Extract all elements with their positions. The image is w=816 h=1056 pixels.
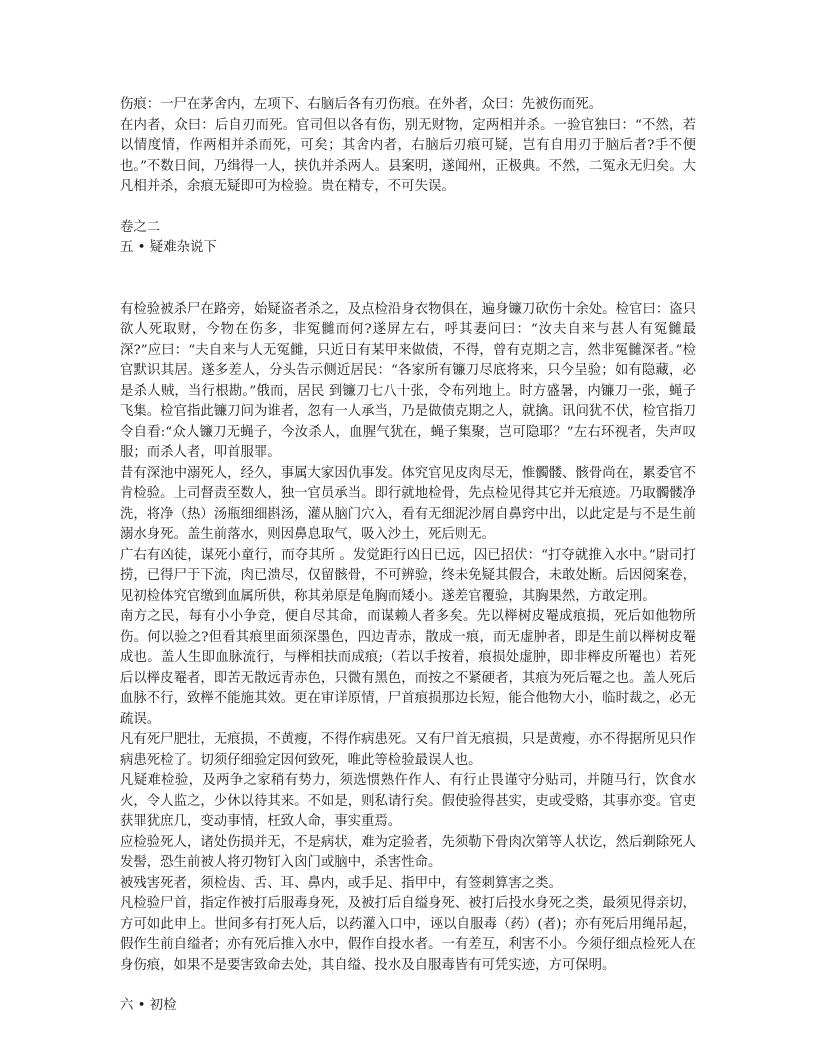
paragraph: 南方之民，每有小小争竞，便自尽其命，而谋赖人者多矣。先以榉树皮罨成痕损，死后如他物所伤。何以验之?但看其痕里面须深墨色，四边青赤，散成一痕，而无虚肿者，即是生前以榉树皮罨成也。盖人生即血脉流行，与榉相扶而成痕;（若以手按着，痕损处虚肿，即非榉皮所罨也）若死后以榉皮罨者，即苦无散远青赤色，只微有黑色，而按之不紧硬者，其痕为死后罨之也。盖人死后血脉不行，致榉不能施其效。更在审详原情，尸首痕损那边长短，能合他物大小，临时裁之，必无疏误。: [120, 609, 696, 727]
paragraph: 凡疑难检验，及两争之家稍有势力，须选惯熟仵作人、有行止畏谨守分贴司，并随马行，饮食水火，令人监之，少休以待其来。不如是，则私请行矣。假使验得甚实，吏或受赂，其事亦变。官吏获罪犹庶几，变动事情，枉致人命，事实重焉。: [120, 773, 696, 829]
paragraph: 凡检验尸首，指定作被打后服毒身死，及被打后自缢身死、被打后投水身死之类，最须见得亲切，方可如此申上。世间多有打死人后，以药灌入口中，诬以自服毒（药）(者)；亦有死后用绳吊起，假作生前自缢者；亦有死后推入水中，假作自投水者。一有差互，利害不小。今须仔细点检死人在身伤痕，如果不是要害致命去处，其自缢、投水及自服毒皆有可凭实迹，方可保明。: [120, 896, 696, 973]
paragraph: 在内者，众曰：后自刃而死。官司但以各有伤，别无财物，定两相并杀。一验官独曰：“不然，若以情度情，作两相并杀而死，可矣；其舍内者，右脑后刃痕可疑，岂有自用刃于脑后者?手不便也。”不数日间，乃缉得一人，挟仇并杀两人。县案明，遂闻州，正极典。不然，二冤永无归矣。大凡相并杀，余痕无疑即可为检验。贵在精专，不可失误。: [120, 117, 696, 194]
section-heading: 五 • 疑难杂说下: [120, 240, 217, 255]
paragraph: 被残害死者，须检齿、舌、耳、鼻内，或手足、指甲中，有签刺算害之类。: [120, 875, 562, 891]
section-heading: 六 • 初检: [120, 998, 177, 1013]
paragraph: 广右有凶徒，谋死小童行，而夺其所 。发觉距行凶日已远，囚已招伏：“打夺就推入水中。”尉司打捞，已得尸于下流，肉已溃尽，仅留骸骨，不可辨验，终未免疑其假合，未敢处断。后因阅案卷，见初检体究官缴到血属所供，称其弟原是龟胸而矮小。遂差官覆验，其胸果然，方敢定刑。: [120, 547, 696, 604]
paragraph: 昔有深池中溺死人，经久，事属大家因仇事发。体究官见皮肉尽无，惟髑髅、骸骨尚在，累委官不肯检验。上司督责至数人，独一官员承当。即行就地检骨，先点检见得其它并无痕迹。乃取髑髅净洗，将净（热）汤瓶细细斟汤，灌从脑门穴入，看有无细泥沙屑自鼻窍中出，以此定是与不是生前溺水身死。盖生前落水，则因鼻息取气，吸入沙土，死后则无。: [120, 465, 696, 542]
spacer: [120, 976, 696, 996]
document-page: [120, 95, 696, 1017]
paragraph: 伤痕：一尸在茅舍内，左项下、右脑后各有刃伤痕。在外者，众曰：先被伤而死。: [120, 97, 603, 112]
volume-title: 卷之二: [120, 219, 161, 235]
paragraph: 有检验被杀尸在路旁，始疑盗者杀之，及点检沿身衣物俱在，遍身镰刀砍伤十余处。检官曰：盗只欲人死取财，今物在伤多，非冤雠而何?遂屏左右，呼其妻问曰：“汝夫自来与甚人有冤雠最深?”应曰：“夫自来与人无冤雠，只近日有某甲来做债，不得，曾有克期之言，然非冤雠深者。”检官默识其居。遂多差人，分头告示侧近居民：“各家所有镰刀尽底将来，只今呈验；如有隐藏，必是杀人贼，当行根勘。”俄而，居民 到镰刀七八十张，令布列地上。时方盛暑，内镰刀一张，蝇子飞集。检官指此镰刀问为谁者，忽有一人承当，乃是做债克期之人，就擒。讯问犹不伏，检官指刀令自看:“众人镰刀无蝇子，今汝杀人，血腥气犹在，蝇子集聚，岂可隐耶？”左右环视者，失声叹服；而杀人者，叩首服罪。: [120, 301, 696, 460]
spacer: [120, 259, 696, 300]
paragraph: 应检验死人，诸处伤损并无，不是病状，难为定验者，先须勒下骨肉次第等人状讫，然后剃除死人发髻，恐生前被人将刃物钉入囟门或脑中，杀害性命。: [120, 834, 696, 870]
paragraph: 凡有死尸肥壮，无痕损，不黄瘦，不得作病患死。又有尸首无痕损，只是黄瘦，亦不得据所见只作病患死检了。切须仔细验定因何致死，唯此等检验最误人也。: [120, 732, 696, 768]
spacer: [120, 198, 696, 218]
